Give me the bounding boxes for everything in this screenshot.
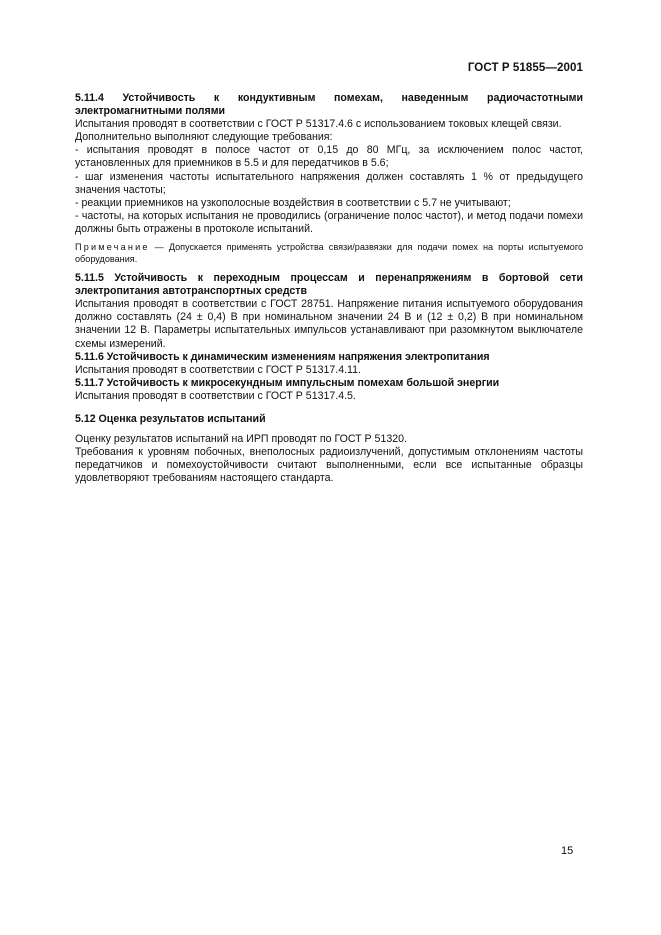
note — [75, 242, 583, 265]
list-item: - реакции приемников на узкополосные воздействия в соответствии с 5.7 не учитывают; — [75, 196, 511, 209]
paragraph: Дополнительно выполняют следующие требования: — [75, 131, 333, 144]
paragraph: Испытания проводят в соответствии с ГОСТ Р 51317.4.5. — [75, 389, 356, 402]
section-heading-5-11-6: 5.11.6 Устойчивость к динамическим изменениям напряжения электропитания — [75, 350, 490, 363]
document-body — [75, 92, 583, 485]
section-heading-5-11-4: 5.11.4 Устойчивость к кондуктивным помехам, наведенным радиочастотными электромагнитными полями — [75, 92, 583, 118]
section-heading-5-11-5: 5.11.5 Устойчивость к переходным процессам и перенапряжениям в бортовой сети электропитания автотранспортных средств — [75, 272, 583, 298]
paragraph: Оценку результатов испытаний на ИРП проводят по ГОСТ Р 51320. — [75, 433, 407, 446]
paragraph: Испытания проводят в соответствии с ГОСТ 28751. Напряжение питания испытуемого оборудования должно составлять (24 ± 0,4) В при номинальном значении 24 В и (12 ± 0,2) В при номинальном значении 12 В. Параметры испытательных импульсов устанавливают при разомкнутом выключателе схемы измерений. — [75, 298, 583, 350]
list-item: - испытания проводят в полосе частот от 0,15 до 80 МГц, за исключением полос частот, установленных для приемников в 5.5 и для передатчиков в 5.6; — [75, 144, 583, 170]
section-heading-5-12: 5.12 Оценка результатов испытаний — [75, 412, 266, 425]
paragraph: Требования к уровням побочных, внеполосных радиоизлучений, допустимым отклонениям частоты передатчиков и помехоустойчивости считают выполненными, если все испытанные образцы удовлетворяют требованиям настоящего стандарта. — [75, 446, 583, 485]
paragraph: Испытания проводят в соответствии с ГОСТ Р 51317.4.6 с использованием токовых клещей связи. — [75, 118, 562, 131]
document-header: ГОСТ Р 51855—2001 — [467, 62, 583, 74]
note-label: Примечание — [75, 242, 150, 253]
list-item: - частоты, на которых испытания не проводились (ограничение полос частот), и метод подачи помехи должны быть отражены в протоколе испытаний. — [75, 209, 583, 235]
list-item: - шаг изменения частоты испытательного напряжения должен составлять 1 % от предыдущего значения частоты; — [75, 170, 583, 196]
page-number: 15 — [561, 845, 574, 857]
section-heading-5-11-7: 5.11.7 Устойчивость к микросекундным импульсным помехам большой энергии — [75, 376, 500, 389]
paragraph: Испытания проводят в соответствии с ГОСТ Р 51317.4.11. — [75, 363, 361, 376]
note-text: — Допускается применять устройства связи/развязки для подачи помех на порты испытуемого оборудования. — [75, 242, 583, 264]
